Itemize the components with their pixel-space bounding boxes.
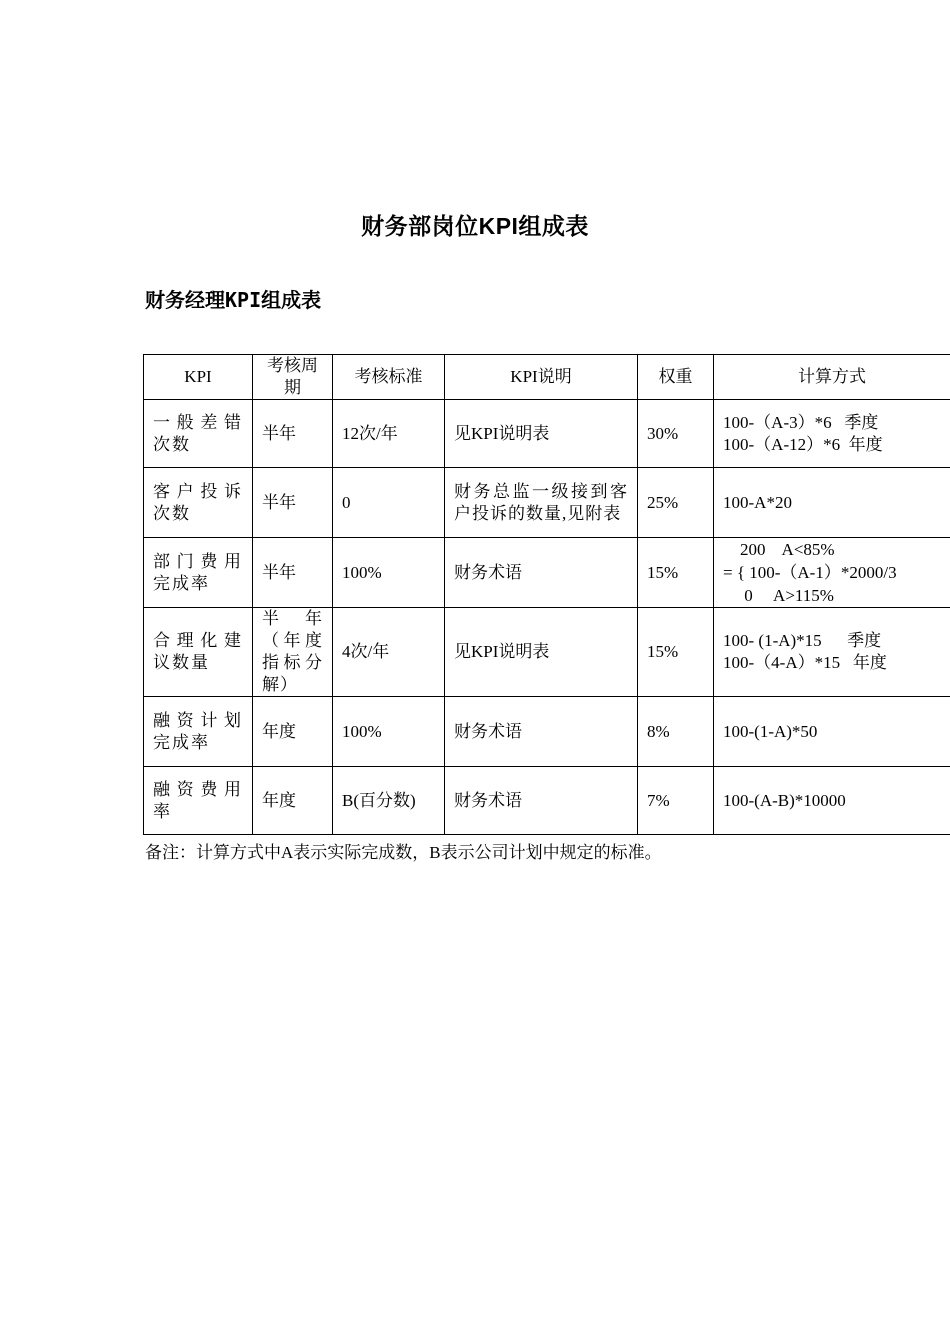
table-row [144,468,950,538]
cell-cycle: 半年（年度指标分解） [253,608,333,697]
cell-description: 财务术语 [445,767,638,835]
cell-standard: 4次/年 [333,608,445,697]
table-row [144,400,950,468]
formula-line: = { 100-（A-1）*2000/3 [723,563,897,582]
cell-formula [714,468,950,538]
document-title: 财务部岗位KPI组成表 [361,213,589,239]
cell-cycle: 年度 [253,697,333,767]
cell-kpi: 一般差错次数 [144,400,253,468]
cell-kpi: 合理化建议数量 [144,608,253,697]
cell-kpi: 部门费用完成率 [144,538,253,608]
header-cycle: 考核周期 [253,355,333,400]
cell-description: 财务总监一级接到客户投诉的数量,见附表 [445,468,638,538]
cell-kpi: 融资费用率 [144,767,253,835]
formula-line: 0 A>115% [723,586,834,605]
formula-line: 100-（4-A）*15 年度 [723,653,887,672]
cell-standard: 0 [333,468,445,538]
cell-formula [714,767,950,835]
cell-description: 见KPI说明表 [445,400,638,468]
cell-weight: 25% [638,468,714,538]
cell-kpi: 融资计划完成率 [144,697,253,767]
cell-formula [714,608,950,697]
formula-line: 100-(1-A)*50 [723,721,818,741]
cell-kpi: 客户投诉次数 [144,468,253,538]
cell-description: 财务术语 [445,538,638,608]
header-formula: 计算方式 [714,355,950,400]
table-header-row [144,355,950,400]
cell-description: 见KPI说明表 [445,608,638,697]
table-row [144,767,950,835]
header-kpi: KPI [144,355,253,400]
formula-line: 100-(A-B)*10000 [723,790,846,810]
table-row [144,697,950,767]
cell-standard: 100% [333,538,445,608]
header-weight: 权重 [638,355,714,400]
table-row [144,538,950,608]
cell-cycle: 半年 [253,468,333,538]
formula-line: 100- (1-A)*15 季度 [723,631,882,650]
table-row [144,608,950,697]
formula-line: 100-（A-3）*6 季度 [723,412,879,432]
cell-formula [714,538,950,608]
section-title: 财务经理KPI组成表 [145,288,322,312]
formula-line: 100-A*20 [723,492,792,512]
cell-description: 财务术语 [445,697,638,767]
kpi-table [143,354,950,835]
cell-standard: 100% [333,697,445,767]
cell-cycle: 年度 [253,767,333,835]
header-standard: 考核标准 [333,355,445,400]
cell-weight: 7% [638,767,714,835]
cell-formula [714,400,950,468]
formula-line: 200 A<85% [723,540,835,559]
cell-standard: 12次/年 [333,400,445,468]
cell-formula [714,697,950,767]
cell-cycle: 半年 [253,538,333,608]
cell-weight: 30% [638,400,714,468]
cell-cycle: 半年 [253,400,333,468]
cell-weight: 15% [638,538,714,608]
formula-line: 100-（A-12）*6 年度 [723,434,883,454]
cell-weight: 8% [638,697,714,767]
footnote: 备注：计算方式中A表示实际完成数，B表示公司计划中规定的标准。 [145,843,662,862]
header-description: KPI说明 [445,355,638,400]
cell-standard: B(百分数) [333,767,445,835]
cell-weight: 15% [638,608,714,697]
